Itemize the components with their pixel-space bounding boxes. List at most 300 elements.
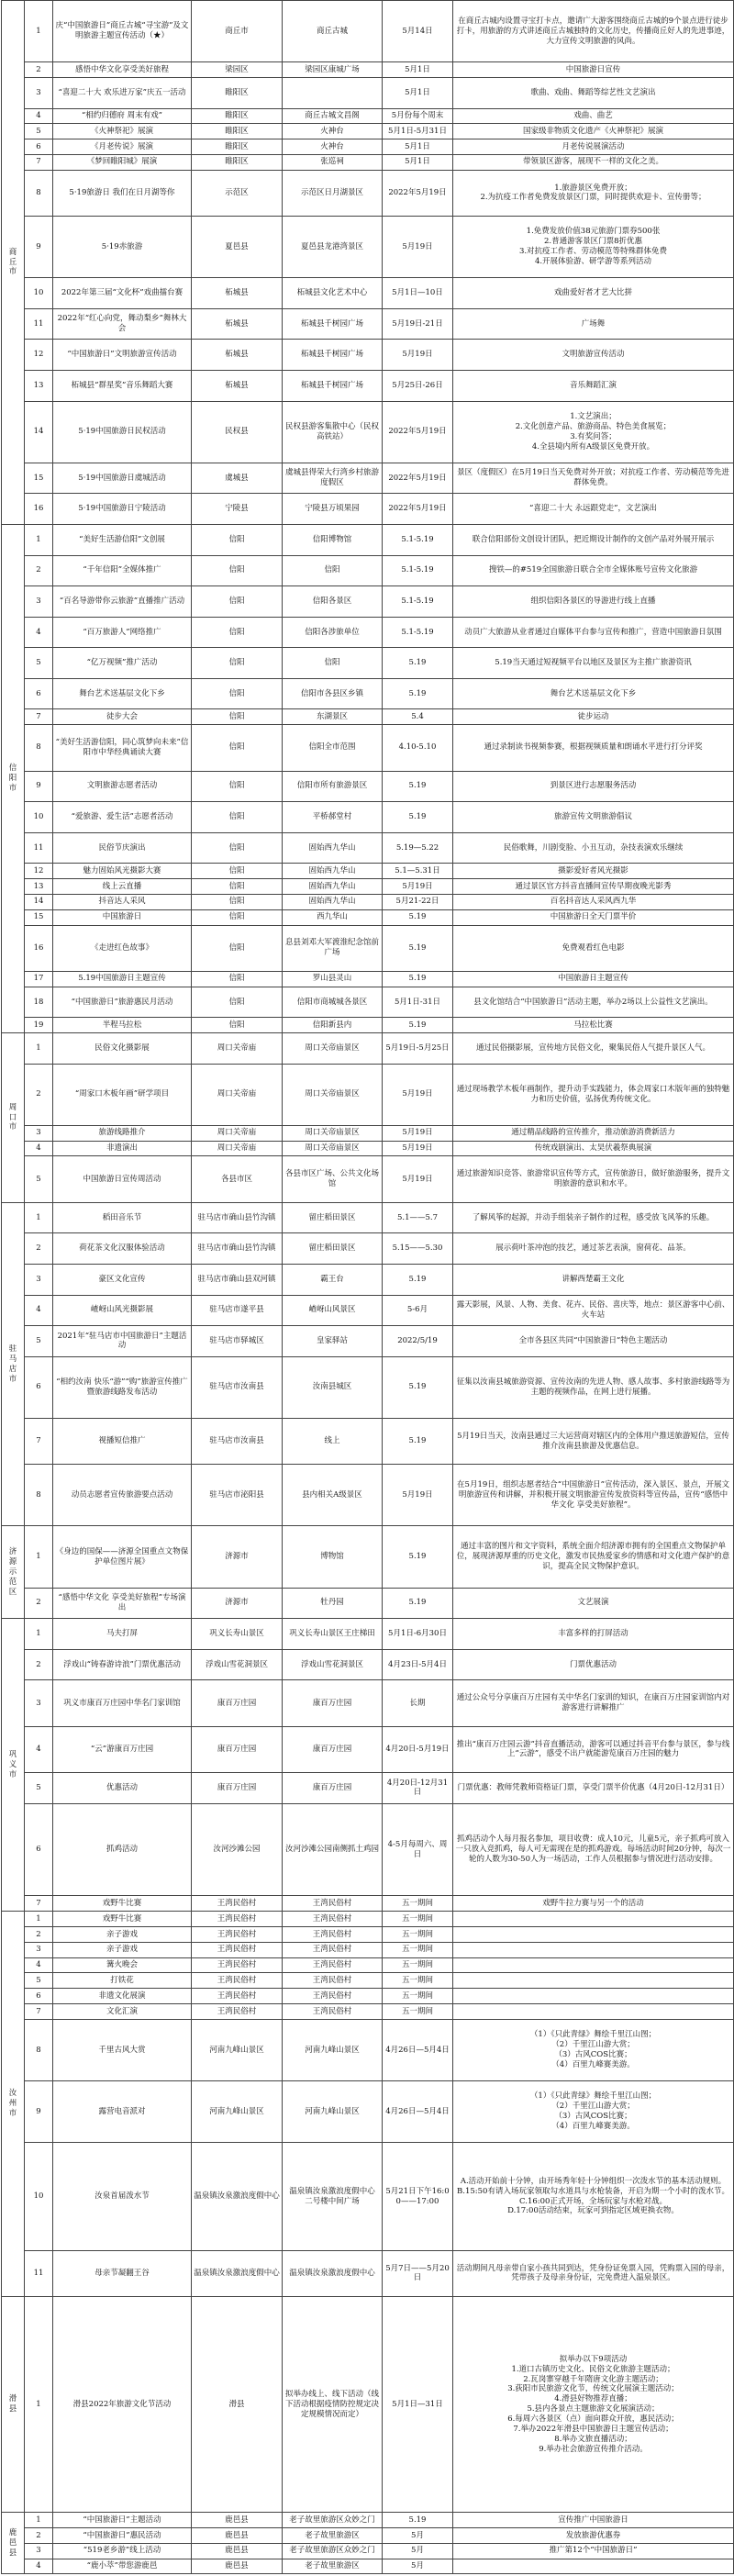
time-cell: 5.19 [383, 1526, 453, 1588]
venue-cell: 河南九峰山景区 [283, 2019, 383, 2080]
venue-cell: 周口关帝庙景区 [283, 1033, 383, 1065]
organizer-cell: 康百万庄园 [192, 1773, 283, 1804]
table-row [2, 2143, 734, 2251]
no-cell: 9 [25, 217, 53, 278]
activity-name-cell: 柘城县“群星奖”音乐舞蹈大赛 [53, 371, 192, 402]
description-cell: 1.旅游景区免费开放； 2.为抗疫工作者免费发放景区门票，同时提供欢迎卡、宣传册等； [453, 170, 734, 216]
venue-cell: 温泉镇汝泉激浪度假中心 [283, 2250, 383, 2296]
organizer-cell: 驻马店市泌阳县 [192, 1465, 283, 1526]
description-cell: 戏野牛拉力赛与另一个的活动 [453, 1896, 734, 1912]
description-cell: 徒步运动 [453, 709, 734, 725]
table-row [2, 2559, 734, 2574]
table-row [2, 278, 734, 309]
no-cell: 12 [25, 340, 53, 371]
description-cell: 讲解西楚霸王文化 [453, 1264, 734, 1295]
venue-cell: 河南九峰山景区 [283, 2081, 383, 2143]
no-cell: 5 [25, 124, 53, 139]
organizer-cell: 宁陵县 [192, 494, 283, 525]
no-cell: 6 [25, 1989, 53, 2004]
no-cell: 5 [25, 1973, 53, 1989]
time-cell: 5月1日-6月30日 [383, 1619, 453, 1650]
organizer-cell: 信阳 [192, 909, 283, 925]
description-cell: 拟举办以下9项活动 1.道口古镇历史文化、民俗文化旅游主题活动； 2.瓦岗寨穿越千年隋唐文化游主题活动； 3.荻阳市民旅游文化节，传统文化展演主题活动； 4.滑县好物推荐直播； 5.县内各景点主题旅游文化展演活动； 6.每周六各景区（点）面向群众开放，惠民活动； 7.举办2022年滑县中国旅游日主题宣传活动； 8.举办文旅直播活动； 9.举办社会旅游宣传推介活动。 [453, 2297, 734, 2513]
activity-name-cell: “百万旅游人”网络推广 [53, 617, 192, 648]
organizer-cell: 驻马店市汝南县 [192, 1418, 283, 1464]
no-cell: 14 [25, 401, 53, 463]
time-cell: 5月份每个周末 [383, 108, 453, 124]
description-cell: 1.文艺演出； 2.文化创意产品、旅游商品、特色美食展览； 3.有奖问答； 4.全县境内所有A级景区免费开放。 [453, 401, 734, 463]
venue-cell: 火神台 [283, 139, 383, 155]
venue-cell: 王湾民俗村 [283, 1942, 383, 1957]
time-cell: 5月 [383, 2528, 453, 2544]
venue-cell [283, 77, 383, 108]
venue-cell: 王湾民俗村 [283, 1896, 383, 1912]
organizer-cell: 王湾民俗村 [192, 1942, 283, 1957]
activity-name-cell: “感悟中华文化 享受美好旅程”专场演出 [53, 1588, 192, 1619]
description-cell: 歌曲、戏曲、舞蹈等综艺性文艺演出 [453, 77, 734, 108]
description-cell: 抓鸡活动个人每月报名参加，项目收费：成人10元，儿童5元，亲子抓鸡可放入一只放入竞抓鸡，每人可无需现在是的抓鸡游戏。每场活动时间20分钟，每次一轮的人数为30-50人为一场活动，工作人员根据参与情况进行活动安排。 [453, 1803, 734, 1896]
activity-name-cell: 动员志愿者宣传旅游要点活动 [53, 1465, 192, 1526]
table-row [2, 1912, 734, 1927]
venue-cell: 周口关帝庙景区 [283, 1064, 383, 1125]
venue-cell: 梁园区康城广场 [283, 62, 383, 78]
activity-name-cell: 5·19中国旅游日宁陵活动 [53, 494, 192, 525]
venue-cell: 信阳市所有旅游景区 [283, 771, 383, 802]
description-cell: 免费观看红色电影 [453, 925, 734, 971]
description-cell [453, 1973, 734, 1989]
activity-name-cell: 马夫打屏 [53, 1619, 192, 1650]
activity-name-cell: 露营电音派对 [53, 2081, 192, 2143]
activity-name-cell: 民俗文化摄影展 [53, 1033, 192, 1065]
table-row [2, 108, 734, 124]
time-cell: 5月19日-21日 [383, 308, 453, 340]
time-cell: 5.19 [383, 1588, 453, 1619]
table-row [2, 1233, 734, 1265]
venue-cell: 嵖岈山风景区 [283, 1295, 383, 1326]
activity-name-cell: 感悟中华文化享受美好旅程 [53, 62, 192, 78]
no-cell: 16 [25, 494, 53, 525]
organizer-cell: 信阳 [192, 709, 283, 725]
venue-cell: 王湾民俗村 [283, 2004, 383, 2020]
activity-name-cell: 篝火晚会 [53, 1957, 192, 1973]
activity-name-cell: 庆“中国旅游日”商丘古城“寻宝游”及文明旅游主题宣传活动（★） [53, 1, 192, 62]
no-cell: 1 [25, 1033, 53, 1065]
table-row [2, 524, 734, 555]
organizer-cell: 信阳 [192, 971, 283, 987]
activity-name-cell: 5·19旅游日 我们在日月湖等你 [53, 170, 192, 216]
time-cell: 4-5月每周六、周日 [383, 1803, 453, 1896]
venue-cell: 固始西九华山 [283, 894, 383, 909]
time-cell: 5.19 [383, 648, 453, 679]
time-cell: 5月19日 [383, 217, 453, 278]
table-row [2, 1942, 734, 1957]
no-cell: 1 [25, 2513, 53, 2528]
activity-name-cell: 嵖岈山风光摄影展 [53, 1295, 192, 1326]
table-row [2, 2250, 734, 2296]
no-cell: 3 [25, 1942, 53, 1957]
venue-cell: 牡丹园 [283, 1588, 383, 1619]
description-cell: （1）《只此青绿》舞绘千里江山图； （2）千里江山游大赏； （3）古风COS比赛； （4）百里九峰赛美游。 [453, 2019, 734, 2080]
time-cell: 五一期间 [383, 1957, 453, 1973]
time-cell: 5.4 [383, 709, 453, 725]
no-cell: 2 [25, 62, 53, 78]
organizer-cell: 周口关帝庙 [192, 1064, 283, 1125]
venue-cell: 王湾民俗村 [283, 1973, 383, 1989]
table-row [2, 1141, 734, 1156]
organizer-cell: 王湾民俗村 [192, 1957, 283, 1973]
region-cell: 巩 义 市 [2, 1619, 25, 1912]
no-cell: 12 [25, 864, 53, 879]
no-cell: 11 [25, 832, 53, 864]
time-cell: 5.19 [383, 771, 453, 802]
time-cell: 5月19日 [383, 1465, 453, 1526]
activity-name-cell: “中国旅游日”旅游惠民月活动 [53, 987, 192, 1018]
venue-cell: 信阳各景区 [283, 586, 383, 618]
venue-cell: 张巡祠 [283, 154, 383, 170]
organizer-cell: 信阳 [192, 832, 283, 864]
activity-name-cell: 《月老传说》展演 [53, 139, 192, 155]
table-row [2, 864, 734, 879]
description-cell: 民俗歌舞，川剧变脸、小丑互动，杂技表演欢乐继续 [453, 832, 734, 864]
no-cell: 2 [25, 1588, 53, 1619]
time-cell: 5月1日-31日 [383, 987, 453, 1018]
description-cell: 联合信阳部份文创设计团队，把近期设计制作的文创产品对外展开展示 [453, 524, 734, 555]
organizer-cell: 睢阳区 [192, 154, 283, 170]
organizer-cell: 济源市 [192, 1526, 283, 1588]
description-cell: 文明旅游宣传活动 [453, 340, 734, 371]
venue-cell: 柘城县千树园广场 [283, 340, 383, 371]
no-cell: 2 [25, 1064, 53, 1125]
organizer-cell: 信阳 [192, 879, 283, 895]
time-cell: 5.19 [383, 1356, 453, 1418]
activity-name-cell: 汝泉首届泼水节 [53, 2143, 192, 2251]
organizer-cell: 周口关帝庙 [192, 1125, 283, 1141]
time-cell: 5.1-5.19 [383, 555, 453, 586]
venue-cell: 柘城县千树园广场 [283, 371, 383, 402]
organizer-cell: 鹿邑县 [192, 2513, 283, 2528]
no-cell: 6 [25, 1356, 53, 1418]
venue-cell: 浮戏山雪花洞景区 [283, 1649, 383, 1680]
venue-cell: 康百万庄园 [283, 1680, 383, 1726]
organizer-cell: 温泉镇汝泉激浪度假中心 [192, 2250, 283, 2296]
no-cell: 6 [25, 139, 53, 155]
description-cell [453, 2559, 734, 2574]
time-cell: 5月19日 [383, 879, 453, 895]
description-cell [453, 1989, 734, 2004]
organizer-cell: 康百万庄园 [192, 1680, 283, 1726]
table-row [2, 987, 734, 1018]
region-cell: 鹿 邑 县 [2, 2513, 25, 2574]
organizer-cell: 柘城县 [192, 308, 283, 340]
no-cell: 3 [25, 77, 53, 108]
region-cell: 商 丘 市 [2, 1, 25, 525]
no-cell: 7 [25, 1418, 53, 1464]
venue-cell: 王湾民俗村 [283, 1989, 383, 2004]
organizer-cell: 柘城县 [192, 340, 283, 371]
venue-cell: 火神台 [283, 124, 383, 139]
no-cell: 4 [25, 1957, 53, 1973]
no-cell: 4 [25, 2559, 53, 2574]
venue-cell: 老子故里旅游区众妙之门 [283, 2543, 383, 2559]
table-row [2, 2297, 734, 2513]
time-cell: 5.15——5.30 [383, 1233, 453, 1265]
time-cell: 2022年5月19日 [383, 170, 453, 216]
table-row [2, 925, 734, 971]
organizer-cell: 河南九峰山景区 [192, 2081, 283, 2143]
table-row [2, 1726, 734, 1772]
activity-name-cell: 5·19中国旅游日虞城活动 [53, 463, 192, 494]
table-row [2, 1927, 734, 1943]
no-cell: 4 [25, 108, 53, 124]
venue-cell: 巩义长寿山景区王庄梯田 [283, 1619, 383, 1650]
activity-name-cell: 半程马拉松 [53, 1018, 192, 1033]
activity-name-cell: “相约汝南 快乐“游”“购”旅游宣传推广暨旅游线路发布活动 [53, 1356, 192, 1418]
table-row [2, 1, 734, 62]
activity-name-cell: “周家口木板年画”研学项目 [53, 1064, 192, 1125]
table-row [2, 1989, 734, 2004]
organizer-cell: 睢阳区 [192, 77, 283, 108]
venue-cell: 康百万庄园 [283, 1726, 383, 1772]
organizer-cell: 睢阳区 [192, 108, 283, 124]
organizer-cell: 驻马店市驿城区 [192, 1326, 283, 1357]
table-row [2, 494, 734, 525]
no-cell: 1 [25, 1912, 53, 1927]
venue-cell: 信阳市各县区乡镇 [283, 678, 383, 709]
time-cell: 5.19 [383, 2513, 453, 2528]
table-row [2, 802, 734, 833]
organizer-cell: 鹿邑县 [192, 2559, 283, 2574]
description-cell: 中国旅游日主题宣传 [453, 971, 734, 987]
organizer-cell: 柘城县 [192, 371, 283, 402]
time-cell: 5.19 [383, 1018, 453, 1033]
venue-cell: 信阳博物馆 [283, 524, 383, 555]
organizer-cell: 汝河沙滩公园 [192, 1803, 283, 1896]
time-cell: 5月19日 [383, 1064, 453, 1125]
organizer-cell: 王湾民俗村 [192, 1973, 283, 1989]
activity-name-cell: “百名导游带你云旅游”直播推广活动 [53, 586, 192, 618]
venue-cell: 罗山县灵山 [283, 971, 383, 987]
venue-cell: 周口关帝庙景区 [283, 1125, 383, 1141]
no-cell: 14 [25, 894, 53, 909]
time-cell: 4月20日-12月31日 [383, 1773, 453, 1804]
description-cell: 通过现场教学木板年画制作，提升动手实践能力，体会周家口木版年画的独特魅力和历史价值，弘扬优秀传统文化。 [453, 1064, 734, 1125]
time-cell: 5月14日 [383, 1, 453, 62]
activity-table-body [2, 1, 734, 2574]
organizer-cell: 驻马店市确山县竹沟镇 [192, 1233, 283, 1265]
activity-name-cell: 抓鸡活动 [53, 1803, 192, 1896]
time-cell: 长期 [383, 1680, 453, 1726]
region-cell: 济 源 示 范 区 [2, 1526, 25, 1619]
activity-name-cell: 中国旅游日宣传周活动 [53, 1156, 192, 1202]
venue-cell: 王湾民俗村 [283, 1957, 383, 1973]
description-cell: “喜迎二十大 永远跟党走”，文艺演出 [453, 494, 734, 525]
time-cell: 5月19日-5月25日 [383, 1033, 453, 1065]
no-cell: 4 [25, 1141, 53, 1156]
table-row [2, 1465, 734, 1526]
time-cell: 5月21-22日 [383, 894, 453, 909]
no-cell: 10 [25, 2143, 53, 2251]
venue-cell: 皇家驿站 [283, 1326, 383, 1357]
venue-cell: 信阳各涉旅单位 [283, 617, 383, 648]
activity-name-cell: “云”游康百万庄园 [53, 1726, 192, 1772]
no-cell: 6 [25, 1803, 53, 1896]
organizer-cell: 滑县 [192, 2297, 283, 2513]
table-row [2, 1018, 734, 1033]
table-row [2, 2019, 734, 2080]
venue-cell: 各县市区广场、公共文化场馆 [283, 1156, 383, 1202]
activity-name-cell: 滑县2022年旅游文化节活动 [53, 2297, 192, 2513]
venue-cell: 固始西九华山 [283, 832, 383, 864]
activity-name-cell: 母亲节凝翻王谷 [53, 2250, 192, 2296]
no-cell: 4 [25, 1726, 53, 1772]
no-cell: 2 [25, 1233, 53, 1265]
organizer-cell: 信阳 [192, 1018, 283, 1033]
description-cell: 动员广大旅游从业者通过自媒体平台参与宣传和推广，营造中国旅游日氛围 [453, 617, 734, 648]
no-cell: 9 [25, 771, 53, 802]
activity-name-cell: 5·19赤旅游 [53, 217, 192, 278]
activity-name-cell: 舞台艺术送基层文化下乡 [53, 678, 192, 709]
description-cell: 在5月19日，组织志愿者结合“中国旅游日”宣传活动，深入景区、景点，开展文明旅游宣传和讲解，并积极开展文明旅游宣传发放资料等宣传品，宣传“感悟中华文化 享受美好旅程”。 [453, 1465, 734, 1526]
venue-cell: 王湾民俗村 [283, 1927, 383, 1943]
table-row [2, 1680, 734, 1726]
table-row [2, 154, 734, 170]
no-cell: 1 [25, 1, 53, 62]
venue-cell: 留庄稻田景区 [283, 1233, 383, 1265]
table-row [2, 1202, 734, 1233]
time-cell: 五一期间 [383, 1912, 453, 1927]
no-cell: 1 [25, 2297, 53, 2513]
region-cell: 驻 马 店 市 [2, 1202, 25, 1526]
time-cell: 5.19 [383, 802, 453, 833]
organizer-cell: 梁园区 [192, 62, 283, 78]
description-cell: 文艺展演 [453, 1588, 734, 1619]
venue-cell: 平桥郝堂村 [283, 802, 383, 833]
activity-name-cell: 民俗节庆演出 [53, 832, 192, 864]
activity-name-cell: “中国旅游日”文明旅游宣传活动 [53, 340, 192, 371]
description-cell: 组织信阳各景区的导游进行线上直播 [453, 586, 734, 618]
activity-name-cell: 稻田音乐节 [53, 1202, 192, 1233]
time-cell: 5.19 [383, 678, 453, 709]
activity-name-cell: “鹿小萃”带您游鹿邑 [53, 2559, 192, 2574]
venue-cell: 线上 [283, 1418, 383, 1464]
description-cell: 通过公众号分享康百万庄园有关中华名门家训的知识，在康百万庄园家训馆内对游客进行讲解推广 [453, 1680, 734, 1726]
no-cell: 3 [25, 1680, 53, 1726]
venue-cell: 固始西九华山 [283, 879, 383, 895]
organizer-cell: 信阳 [192, 987, 283, 1018]
region-cell: 周 口 市 [2, 1033, 25, 1203]
description-cell: 旅游宣传文明旅游倡议 [453, 802, 734, 833]
time-cell: 5月19日 [383, 1141, 453, 1156]
organizer-cell: 信阳 [192, 648, 283, 679]
description-cell: 中国旅游日全天门票半价 [453, 909, 734, 925]
description-cell: （1）《只此青绿》舞绘千里江山图； （2）千里江山游大赏； （3）古风COS比赛； （4）百里九峰赛美游。 [453, 2081, 734, 2143]
activity-name-cell: 打铁花 [53, 1973, 192, 1989]
description-cell: 5.19当天通过短视频平台以地区及景区为主推广旅游资讯 [453, 648, 734, 679]
venue-cell: 县内相关A级景区 [283, 1465, 383, 1526]
description-cell: 传统戏剧演出、太昊伏羲祭典展演 [453, 1141, 734, 1156]
description-cell: 舞台艺术送基层文化下乡 [453, 678, 734, 709]
venue-cell: 老子故里旅游区 [283, 2559, 383, 2574]
time-cell: 4.10-5.10 [383, 725, 453, 771]
activity-name-cell: 5.19中国旅游日主题宣传 [53, 971, 192, 987]
organizer-cell: 王湾民俗村 [192, 1912, 283, 1927]
venue-cell: 拟举办线上、线下活动（线下活动根据疫情防控规定决定规模情况而定） [283, 2297, 383, 2513]
no-cell: 3 [25, 586, 53, 618]
activity-name-cell: 魅力固始风光摄影大赛 [53, 864, 192, 879]
organizer-cell: 王湾民俗村 [192, 1896, 283, 1912]
description-cell: 在商丘古城内设置寻宝打卡点，邀请广大游客围绕商丘古城的9个景点进行徒步打卡，用旅游的方式讲述商丘古城独特的文化历史，传播商丘好人的先进事迹，大力宣传文明旅游的风尚。 [453, 1, 734, 62]
activity-name-cell: 亲子游戏 [53, 1942, 192, 1957]
activity-name-cell: 2022年“红心向党，舞动梨乡”舞林大会 [53, 308, 192, 340]
table-row [2, 1973, 734, 1989]
organizer-cell: 信阳 [192, 725, 283, 771]
no-cell: 13 [25, 371, 53, 402]
description-cell: 门票优惠：教师凭教师资格证门票，享受门票半价优惠（4月20日-12月31日） [453, 1773, 734, 1804]
table-row [2, 2004, 734, 2020]
description-cell: 门票优惠活动 [453, 1649, 734, 1680]
activity-name-cell: 2022年第三届“文化杯”戏曲擂台赛 [53, 278, 192, 309]
description-cell: 到景区进行志愿服务活动 [453, 771, 734, 802]
time-cell: 五一期间 [383, 1942, 453, 1957]
time-cell: 5.1——5.7 [383, 1202, 453, 1233]
activity-table [1, 0, 734, 2574]
organizer-cell: 王湾民俗村 [192, 1927, 283, 1943]
venue-cell: 虞城县得荣大行湾乡村旅游度假区 [283, 463, 383, 494]
table-row [2, 586, 734, 618]
table-row [2, 971, 734, 987]
no-cell: 5 [25, 1156, 53, 1202]
venue-cell: 息县刘邓大军渡淮纪念馆前广场 [283, 925, 383, 971]
time-cell: 5-6月 [383, 1295, 453, 1326]
description-cell: 推出“康百万庄园云游”抖音直播活动，游客可以通过抖音平台参与景区，参与线上“云游”，感受不出户就能游览康百万庄园的魅力 [453, 1726, 734, 1772]
venue-cell: 周口关帝庙景区 [283, 1141, 383, 1156]
description-cell: A.活动开始前十分钟，由开场秀年轻十分钟组织一次泼水节的基本活动规则。 B.15:50有请入场玩家领取勾水道具与水枪装备，开启为期一个小时的泼水节。 C.16:00正式开场，全场玩家与水枪对战。 D.17:00活动结束，玩家可到指定区域更换衣物。 [453, 2143, 734, 2251]
time-cell: 五一期间 [383, 1989, 453, 2004]
time-cell: 五一期间 [383, 1927, 453, 1943]
no-cell: 5 [25, 1773, 53, 1804]
no-cell: 10 [25, 802, 53, 833]
description-cell [453, 1912, 734, 1927]
venue-cell: 老子故里旅游区众妙之门 [283, 2513, 383, 2528]
venue-cell: 信阳新县内 [283, 1018, 383, 1033]
time-cell: 5.19 [383, 1418, 453, 1464]
no-cell: 1 [25, 524, 53, 555]
organizer-cell: 河南九峰山景区 [192, 2019, 283, 2080]
table-row [2, 832, 734, 864]
table-row [2, 1064, 734, 1125]
venue-cell: 信阳全市范围 [283, 725, 383, 771]
time-cell: 5月1日-5月31日 [383, 124, 453, 139]
organizer-cell: 信阳 [192, 864, 283, 879]
venue-cell: 康百万庄园 [283, 1773, 383, 1804]
time-cell: 5月 [383, 2543, 453, 2559]
organizer-cell: 睢阳区 [192, 139, 283, 155]
table-row [2, 340, 734, 371]
table-row [2, 2528, 734, 2544]
organizer-cell: 各县市区 [192, 1156, 283, 1202]
activity-name-cell: 荷花茶文化汉服体验活动 [53, 1233, 192, 1265]
time-cell: 5月1日—31日 [383, 2297, 453, 2513]
no-cell: 16 [25, 925, 53, 971]
description-cell: 1.免费发放价值38元旅游门票券500张 2.普通游客景区门票8折优惠 3.对抗疫工作者、劳动模范等特殊群体免费 4.开展体验游、研学游等系列活动 [453, 217, 734, 278]
table-row [2, 1356, 734, 1418]
no-cell: 7 [25, 2004, 53, 2020]
organizer-cell: 睢阳区 [192, 124, 283, 139]
organizer-cell: 温泉镇汝泉激浪度假中心 [192, 2143, 283, 2251]
table-row [2, 1526, 734, 1588]
organizer-cell: 柘城县 [192, 278, 283, 309]
activity-name-cell: 2021年“驻马店市中国旅游日”主题活动 [53, 1326, 192, 1357]
